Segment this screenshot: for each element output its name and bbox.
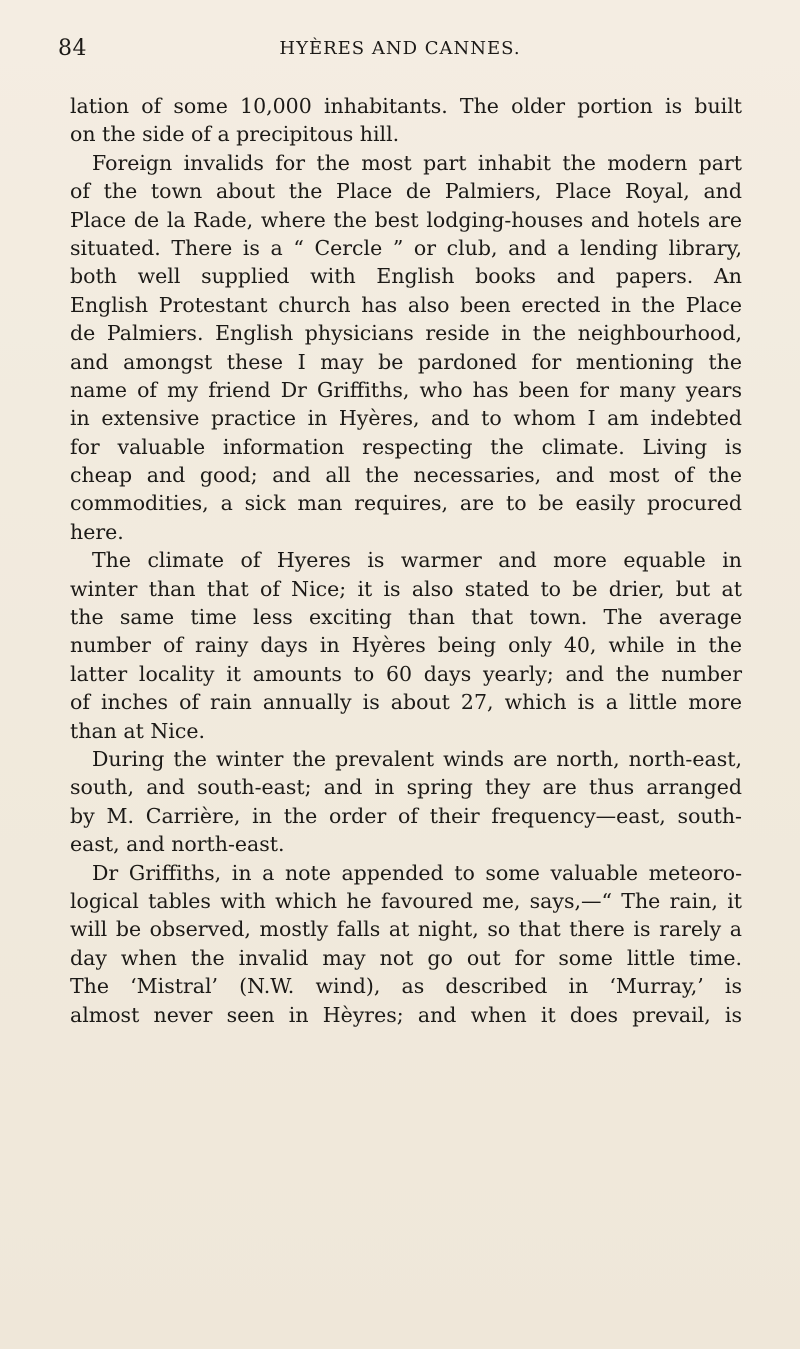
page-header bbox=[58, 30, 742, 66]
text-line: logical tables with which he favoured me, says,—“ The rain, it bbox=[70, 888, 742, 913]
text-line: south, and south-east; and in spring they are thus arranged bbox=[70, 775, 742, 800]
text-line: The ‘Mistral’ (N.W. wind), as described in ‘Murray,’ is bbox=[70, 974, 742, 999]
text-line: of the town about the Place de Palmiers, Place Royal, and bbox=[70, 179, 742, 204]
text-line: in extensive practice in Hyères, and to whom I am indebted bbox=[70, 406, 742, 431]
body-text bbox=[70, 92, 742, 1029]
text-line: for valuable information respecting the climate. Living is bbox=[70, 434, 742, 459]
text-line: here. bbox=[70, 519, 124, 544]
text-line: latter locality it amounts to 60 days yearly; and the number bbox=[70, 661, 742, 686]
text-line: Dr Griffiths, in a note appended to some valuable meteoro- bbox=[92, 860, 742, 885]
text-line: Place de la Rade, where the best lodging-houses and hotels are bbox=[70, 207, 742, 232]
text-line: number of rainy days in Hyères being only 40, while in the bbox=[70, 633, 742, 658]
text-line: de Palmiers. English physicians reside in the neighbourhood, bbox=[70, 321, 742, 346]
text-line: The climate of Hyeres is warmer and more equable in bbox=[92, 548, 742, 573]
text-line: During the winter the prevalent winds are north, north-east, bbox=[92, 746, 742, 771]
text-line: and amongst these I may be pardoned for mentioning the bbox=[70, 349, 742, 374]
text-line: Foreign invalids for the most part inhabit the modern part bbox=[92, 150, 742, 175]
text-line: English Protestant church has also been erected in the Place bbox=[70, 292, 742, 317]
text-line: situated. There is a “ Cercle ” or club, and a lending library, bbox=[70, 235, 742, 260]
text-line: almost never seen in Hèyres; and when it does prevail, is bbox=[70, 1002, 742, 1027]
text-line: on the side of a precipitous hill. bbox=[70, 122, 400, 147]
text-line: cheap and good; and all the necessaries, and most of the bbox=[70, 463, 742, 488]
text-line: will be observed, mostly falls at night, so that there is rarely a bbox=[70, 917, 742, 942]
text-line: name of my friend Dr Griffiths, who has been for many years bbox=[70, 377, 742, 402]
text-line: than at Nice. bbox=[70, 718, 205, 743]
running-head: HYÈRES AND CANNES. bbox=[279, 38, 521, 59]
text-line: winter than that of Nice; it is also stated to be drier, but at bbox=[70, 576, 742, 601]
text-line: day when the invalid may not go out for some little time. bbox=[70, 945, 742, 970]
text-line: lation of some 10,000 inhabitants. The older portion is built bbox=[70, 94, 742, 118]
text-line: commodities, a sick man requires, are to be easily procured bbox=[70, 491, 742, 516]
text-line: east, and north-east. bbox=[70, 832, 285, 857]
text-line: the same time less exciting than that town. The average bbox=[70, 605, 742, 630]
text-line: both well supplied with English books and papers. An bbox=[70, 264, 742, 289]
text-line: by M. Carrière, in the order of their frequency—east, south- bbox=[70, 803, 742, 828]
text-line: of inches of rain annually is about 27, which is a little more bbox=[70, 690, 742, 715]
page-number: 84 bbox=[58, 36, 87, 61]
